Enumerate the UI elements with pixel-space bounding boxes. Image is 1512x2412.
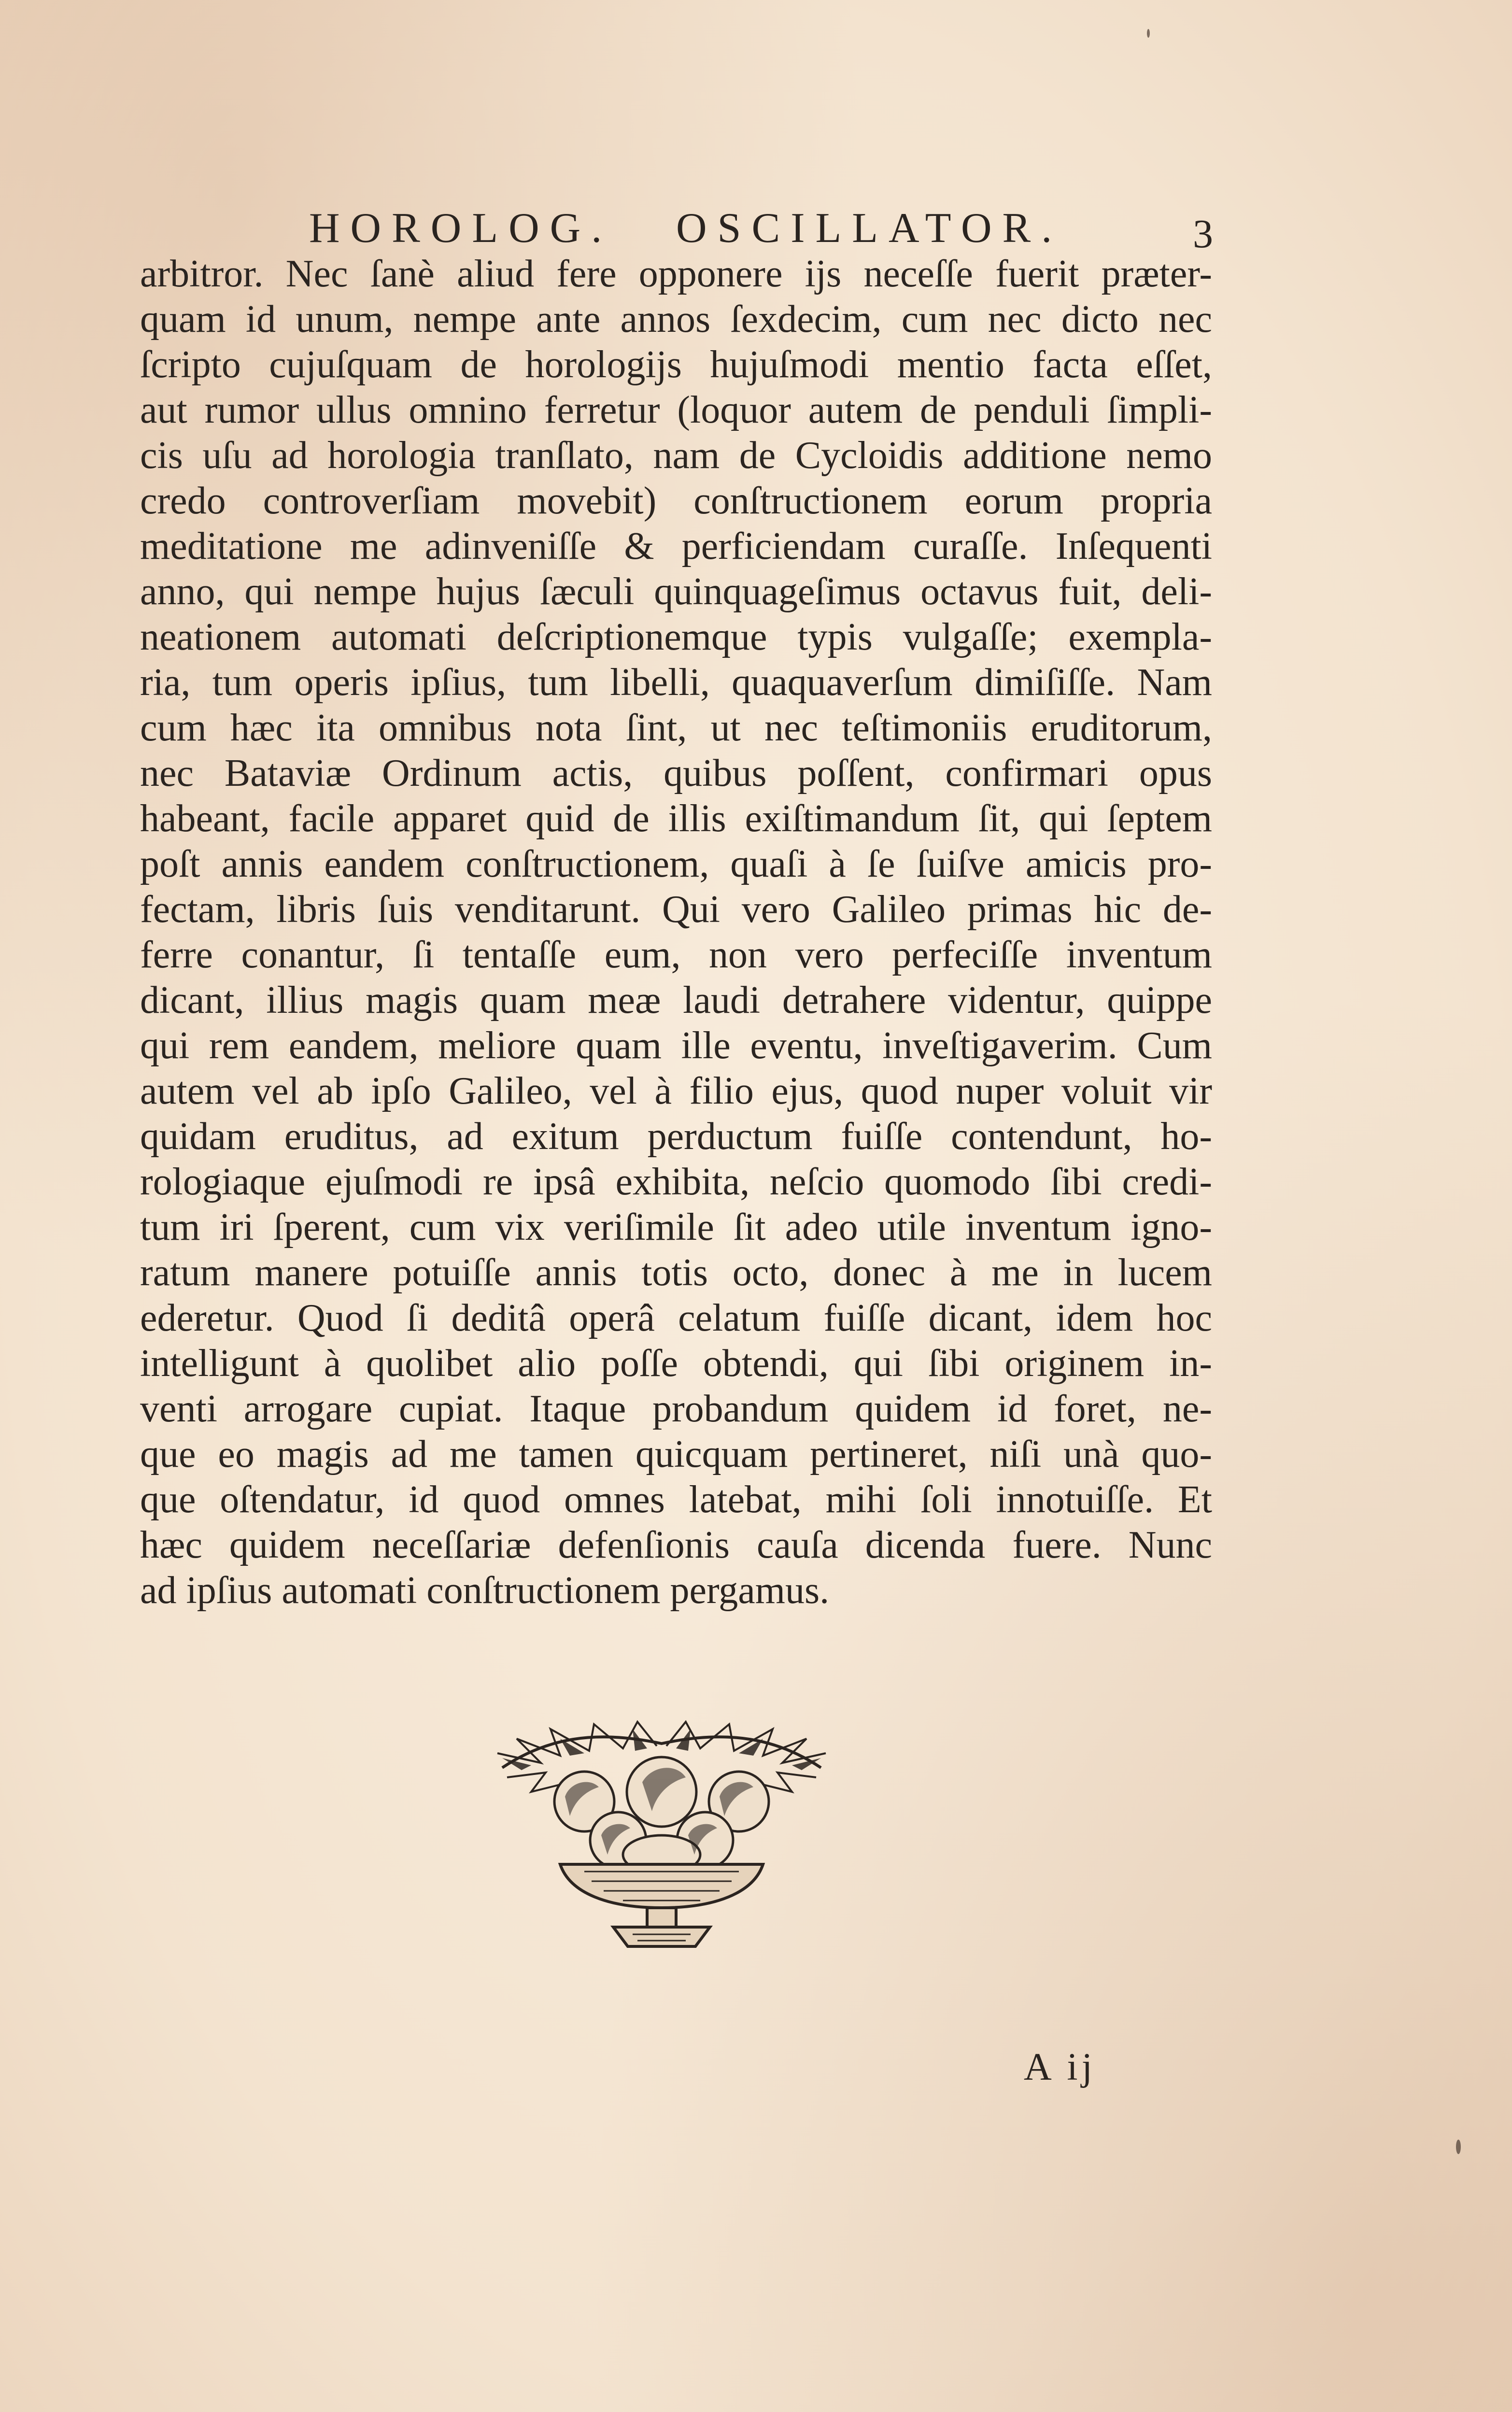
- text-line: habeant, facile apparet quid de illis exiſtimandum ſit, qui ſeptem: [140, 797, 1212, 840]
- text-line: ederetur. Quod ſi deditâ operâ celatum fuiſſe dicant, idem hoc: [140, 1297, 1212, 1339]
- text-line: ſcripto cujuſquam de horologijs hujuſmodi mentio facta eſſet,: [140, 343, 1212, 386]
- text-line: arbitror. Nec ſanè aliud fere opponere ijs neceſſe fuerit præter-: [140, 253, 1212, 295]
- text-line: credo controverſiam movebit) conſtructionem eorum propria: [140, 480, 1212, 522]
- signature-mark: A ij: [1024, 2046, 1096, 2088]
- text-line: rologiaque ejuſmodi re ipsâ exhibita, neſcio quomodo ſibi credi-: [140, 1161, 1212, 1203]
- text-line: nec Bataviæ Ordinum actis, quibus poſſent, confirmari opus: [140, 752, 1212, 795]
- text-line: tum iri ſperent, cum vix veriſimile ſit adeo utile inventum igno-: [140, 1206, 1212, 1249]
- ink-speck: [1456, 2140, 1461, 2154]
- text-line: quam id unum, nempe ante annos ſexdecim, cum nec dicto nec: [140, 298, 1212, 341]
- text-line: cum hæc ita omnibus nota ſint, ut nec teſtimoniis eruditorum,: [140, 707, 1212, 749]
- text-line: autem vel ab ipſo Galileo, vel à filio ejus, quod nuper voluit vir: [140, 1070, 1212, 1112]
- running-title-left: HOROLOG.: [309, 205, 613, 252]
- text-line: qui rem eandem, meliore quam ille eventu, inveſtigaverim. Cum: [140, 1024, 1212, 1067]
- page-number: 3: [1193, 212, 1213, 256]
- text-line: fectam, libris ſuis venditarunt. Qui vero Galileo primas hic de-: [140, 888, 1212, 931]
- text-line: aut rumor ullus omnino ferretur (loquor autem de penduli ſimpli-: [140, 389, 1212, 431]
- running-title-right: OSCILLATOR.: [676, 205, 1063, 252]
- ink-speck: [1147, 29, 1150, 38]
- text-line: poſt annis eandem conſtructionem, quaſi à ſe ſuiſve amicis pro-: [140, 843, 1212, 885]
- text-line: cis uſu ad horologia tranſlato, nam de Cycloidis additione nemo: [140, 434, 1212, 477]
- text-line: intelligunt à quolibet alio poſſe obtendi, qui ſibi originem in-: [140, 1342, 1212, 1385]
- text-line: que oſtendatur, id quod omnes latebat, mihi ſoli innotuiſſe. Et: [140, 1478, 1212, 1521]
- body-text: [140, 251, 1212, 1613]
- text-line: que eo magis ad me tamen quicquam pertineret, niſi unà quo-: [140, 1433, 1212, 1476]
- text-line-last: ad ipſius automati conſtructionem pergamus.: [140, 1569, 830, 1612]
- text-line: venti arrogare cupiat. Itaque probandum quidem id foret, ne-: [140, 1388, 1212, 1430]
- running-head: [309, 202, 1227, 255]
- text-line: meditatione me adinveniſſe & perficiendam curaſſe. Inſequenti: [140, 525, 1212, 568]
- text-line: neationem automati deſcriptionemque typis vulgaſſe; exempla-: [140, 616, 1212, 658]
- text-line: ria, tum operis ipſius, tum libelli, quaquaverſum dimiſiſſe. Nam: [140, 661, 1212, 704]
- text-line: anno, qui nempe hujus ſæculi quinquageſimus octavus fuit, deli-: [140, 570, 1212, 613]
- text-line: ferre conantur, ſi tentaſſe eum, non vero perfeciſſe inventum: [140, 934, 1212, 976]
- fruit-basket-ornament-icon: [488, 1710, 835, 1961]
- text-line: quidam eruditus, ad exitum perductum fuiſſe contendunt, ho-: [140, 1115, 1212, 1158]
- text-line: hæc quidem neceſſariæ defenſionis cauſa dicenda fuere. Nunc: [140, 1524, 1212, 1566]
- text-line: ratum manere potuiſſe annis totis octo, donec à me in lucem: [140, 1251, 1212, 1294]
- text-line: dicant, illius magis quam meæ laudi detrahere videntur, quippe: [140, 979, 1212, 1022]
